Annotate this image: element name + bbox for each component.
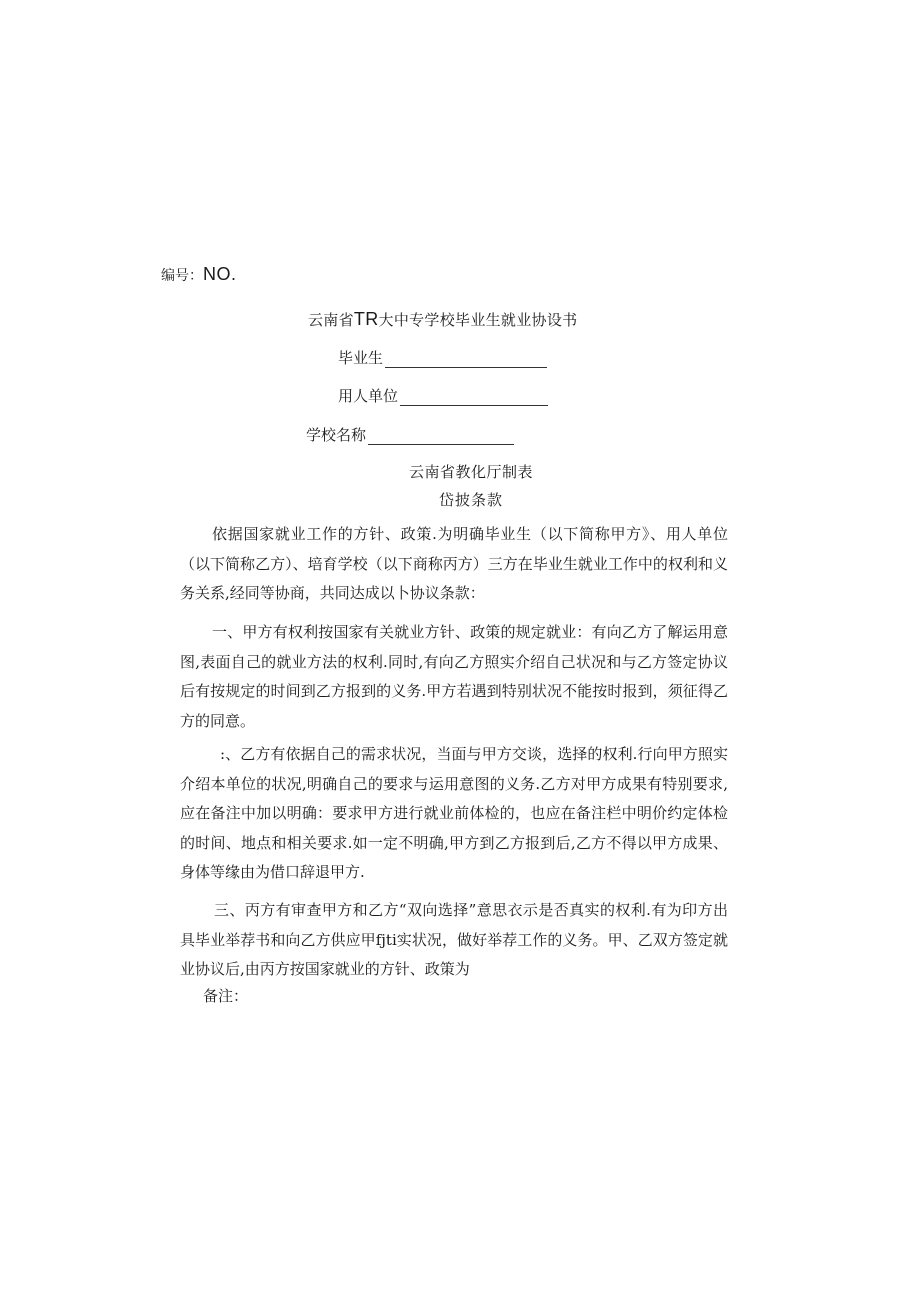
title-suffix: 大中专学校毕业生就业协设书 xyxy=(378,311,578,329)
document-title xyxy=(308,309,577,330)
employer-field xyxy=(338,385,548,406)
graduate-label: 毕业生 xyxy=(338,349,384,367)
issuer-line: 云南省教化厅制表 xyxy=(408,463,533,481)
school-label: 学校名称 xyxy=(306,426,367,444)
graduate-field xyxy=(338,347,547,368)
document-number-value: NO. xyxy=(203,264,237,284)
document-number-label: 编号： xyxy=(161,268,203,284)
clauses-heading: 岱披条款 xyxy=(438,491,503,509)
document-number xyxy=(161,264,237,285)
title-latin: TR xyxy=(353,309,379,329)
employer-label: 用人单位 xyxy=(338,387,399,405)
clause-1-paragraph: 一、甲方有权利按国家有关就业方针、政策的规定就业：有向乙方了解运用意图,表面自己的就业方法的权利.同时,有向乙方照实介绍自己状况和与乙方签定协议后有按规定的时间到乙方报到的义务.甲方若遇到特别状况不能按时报到，须征得乙方的同意。 xyxy=(180,623,728,730)
graduate-blank-line xyxy=(385,353,547,368)
intro-paragraph: 依据国家就业工作的方针、政策.为明确毕业生（以下简称甲方》、用人单位（以下简称乙方）、培育学校（以下商称丙方）三方在毕业生就业工作中的权利和义务关系,经同等协商，共同达成以卜协议条款： xyxy=(180,525,728,602)
school-blank-line xyxy=(368,430,514,445)
employer-blank-line xyxy=(400,391,548,406)
school-field xyxy=(306,424,514,445)
clause-3-paragraph: 三、丙方有审查甲方和乙方“双向选择”意思衣示是否真实的权利.有为印方出具毕业举荐书和向乙方供应甲fjti实状况，做好举荐工作的义务。甲、乙双方签定就业协议后,由丙方按国家就业的方针、政策为 xyxy=(180,901,728,978)
title-prefix: 云南省 xyxy=(308,311,354,329)
clause-2-paragraph: :、乙方有依据自己的需求状况，当面与甲方交谈，选择的权利.行向甲方照实介绍本单位的状况,明确自己的要求与运用意图的义务.乙方对甲方成果有特别要求,应在备注中加以明确：要求甲方进行就业前体检的，也应在备注栏中明价约定体检的时间、地点和相关要求.如一定不明确,甲方到乙方报到后,乙方不得以甲方成果、身体等缘由为借口辞退甲方. xyxy=(180,745,728,881)
remarks-label: 备注： xyxy=(203,987,249,1005)
